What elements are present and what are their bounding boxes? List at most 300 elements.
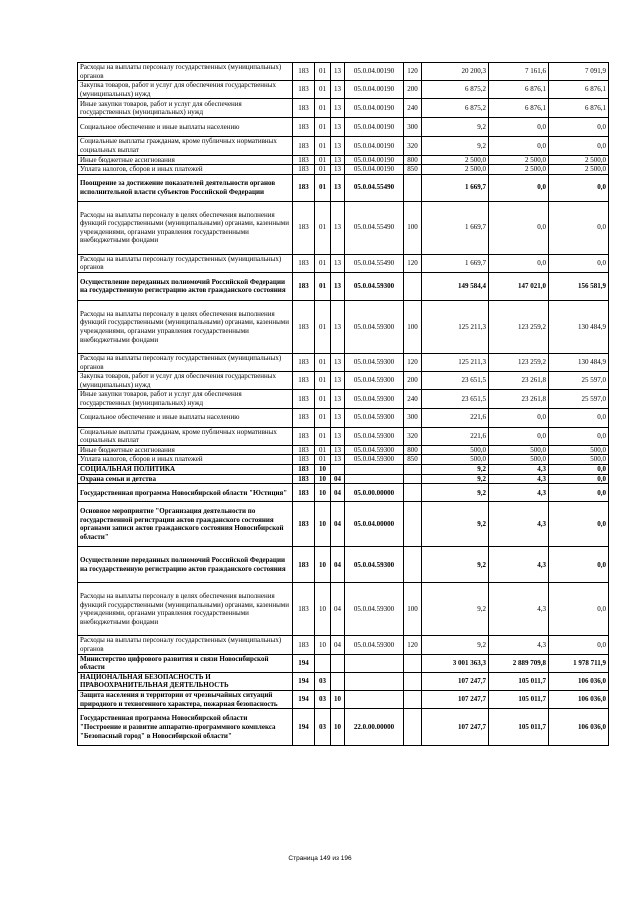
amount-year-2: 105 011,7	[489, 709, 549, 746]
section-code: 03	[315, 672, 331, 690]
amount-year-3: 0,0	[549, 174, 609, 201]
expense-type-code	[404, 272, 422, 300]
table-row	[78, 63, 609, 81]
amount-year-2: 6 876,1	[489, 99, 549, 118]
target-item-code: 05.0.04.00190	[345, 165, 404, 175]
section-code: 10	[315, 502, 331, 547]
grbs-code: 183	[293, 300, 315, 353]
amount-year-3: 0,0	[549, 408, 609, 427]
subsection-code: 13	[331, 390, 345, 408]
target-item-code	[345, 691, 404, 709]
amount-year-3: 0,0	[549, 137, 609, 155]
amount-year-2: 4,3	[489, 547, 549, 583]
amount-year-2: 4,3	[489, 502, 549, 547]
expense-name: Иные бюджетные ассигнования	[78, 445, 293, 455]
amount-year-3: 156 581,9	[549, 272, 609, 300]
expense-name: Закупка товаров, работ и услуг для обеспечения государственных (муниципальных) нужд	[78, 372, 293, 390]
expense-name: Государственная программа Новосибирской области "Юстиция"	[78, 484, 293, 502]
table-row	[78, 390, 609, 408]
amount-year-1: 2 500,0	[422, 165, 489, 175]
amount-year-2: 123 259,2	[489, 300, 549, 353]
expense-name: Охрана семьи и детства	[78, 474, 293, 484]
table-row	[78, 474, 609, 484]
amount-year-2: 2 500,0	[489, 165, 549, 175]
subsection-code: 13	[331, 99, 345, 118]
target-item-code	[345, 474, 404, 484]
subsection-code	[331, 464, 345, 474]
section-code: 01	[315, 455, 331, 465]
expense-type-code	[404, 174, 422, 201]
subsection-code: 13	[331, 81, 345, 99]
expense-name: Иные закупки товаров, работ и услуг для обеспечения государственных (муниципальных) нужд	[78, 390, 293, 408]
grbs-code: 183	[293, 464, 315, 474]
table-row	[78, 353, 609, 371]
amount-year-1: 9,2	[422, 118, 489, 137]
table-row	[78, 254, 609, 272]
section-code: 01	[315, 81, 331, 99]
expense-name: Расходы на выплаты персоналу государственных (муниципальных) органов	[78, 63, 293, 81]
subsection-code: 13	[331, 372, 345, 390]
expense-type-code: 300	[404, 408, 422, 427]
target-item-code: 05.0.04.00190	[345, 137, 404, 155]
amount-year-3: 0,0	[549, 547, 609, 583]
amount-year-3: 6 876,1	[549, 99, 609, 118]
amount-year-2: 0,0	[489, 408, 549, 427]
amount-year-3: 7 091,9	[549, 63, 609, 81]
grbs-code: 183	[293, 118, 315, 137]
target-item-code: 05.0.04.59300	[345, 272, 404, 300]
amount-year-1: 107 247,7	[422, 709, 489, 746]
subsection-code: 13	[331, 137, 345, 155]
section-code: 01	[315, 427, 331, 445]
target-item-code: 22.0.00.00000	[345, 709, 404, 746]
amount-year-2: 147 021,0	[489, 272, 549, 300]
amount-year-1: 1 669,7	[422, 254, 489, 272]
section-code: 01	[315, 254, 331, 272]
section-code: 01	[315, 63, 331, 81]
section-code: 01	[315, 137, 331, 155]
table-row	[78, 165, 609, 175]
expense-name: Расходы на выплаты персоналу государственных (муниципальных) органов	[78, 353, 293, 371]
amount-year-1: 221,6	[422, 427, 489, 445]
target-item-code: 05.0.04.59300	[345, 427, 404, 445]
target-item-code: 05.0.04.59300	[345, 445, 404, 455]
subsection-code: 13	[331, 300, 345, 353]
subsection-code: 04	[331, 636, 345, 654]
target-item-code: 05.0.04.59300	[345, 390, 404, 408]
grbs-code: 183	[293, 201, 315, 254]
amount-year-2: 4,3	[489, 583, 549, 636]
expense-name: Расходы на выплаты персоналу в целях обеспечения выполнения функций государственными (муниципальными) органами, казенными учреждениями, органами управления государственными внебюджетными фондами	[78, 201, 293, 254]
expense-name: Расходы на выплаты персоналу государственных (муниципальных) органов	[78, 636, 293, 654]
target-item-code: 05.0.04.59300	[345, 372, 404, 390]
amount-year-2: 0,0	[489, 254, 549, 272]
amount-year-1: 500,0	[422, 455, 489, 465]
grbs-code: 194	[293, 654, 315, 672]
target-item-code: 05.0.04.55490	[345, 254, 404, 272]
amount-year-2: 2 889 709,8	[489, 654, 549, 672]
table-row	[78, 484, 609, 502]
expense-type-code: 800	[404, 445, 422, 455]
expense-name: Уплата налогов, сборов и иных платежей	[78, 165, 293, 175]
expense-type-code: 320	[404, 137, 422, 155]
subsection-code: 04	[331, 484, 345, 502]
subsection-code: 13	[331, 201, 345, 254]
amount-year-1: 9,2	[422, 636, 489, 654]
amount-year-1: 9,2	[422, 484, 489, 502]
section-code: 03	[315, 691, 331, 709]
target-item-code: 05.0.04.59300	[345, 636, 404, 654]
target-item-code: 05.0.04.00190	[345, 99, 404, 118]
amount-year-2: 0,0	[489, 201, 549, 254]
target-item-code: 05.0.04.59300	[345, 547, 404, 583]
amount-year-3: 25 597,0	[549, 372, 609, 390]
expense-type-code	[404, 672, 422, 690]
amount-year-3: 2 500,0	[549, 155, 609, 165]
section-code: 01	[315, 272, 331, 300]
table-row	[78, 118, 609, 137]
subsection-code	[331, 654, 345, 672]
expense-name: Уплата налогов, сборов и иных платежей	[78, 455, 293, 465]
expense-name: Государственная программа Новосибирской области "Построение и развитие аппаратно-программного комплекса "Безопасный город" в Новосибирской области"	[78, 709, 293, 746]
amount-year-3: 106 036,0	[549, 672, 609, 690]
expense-type-code: 320	[404, 427, 422, 445]
grbs-code: 183	[293, 63, 315, 81]
grbs-code: 183	[293, 445, 315, 455]
subsection-code: 10	[331, 709, 345, 746]
target-item-code: 05.0.04.59300	[345, 408, 404, 427]
expense-name: Министерство цифрового развития и связи Новосибирской области	[78, 654, 293, 672]
amount-year-3: 0,0	[549, 502, 609, 547]
section-code: 10	[315, 547, 331, 583]
amount-year-3: 25 597,0	[549, 390, 609, 408]
section-code: 01	[315, 118, 331, 137]
target-item-code: 05.0.04.00190	[345, 118, 404, 137]
amount-year-1: 500,0	[422, 445, 489, 455]
amount-year-3: 130 484,9	[549, 353, 609, 371]
section-code: 01	[315, 390, 331, 408]
section-code: 03	[315, 709, 331, 746]
amount-year-1: 6 875,2	[422, 81, 489, 99]
table-row	[78, 672, 609, 690]
section-code: 01	[315, 372, 331, 390]
expense-type-code: 240	[404, 99, 422, 118]
section-code: 01	[315, 353, 331, 371]
subsection-code: 10	[331, 691, 345, 709]
expense-name: Иные бюджетные ассигнования	[78, 155, 293, 165]
section-code: 01	[315, 300, 331, 353]
amount-year-2: 23 261,8	[489, 390, 549, 408]
subsection-code: 13	[331, 155, 345, 165]
amount-year-2: 0,0	[489, 427, 549, 445]
grbs-code: 183	[293, 272, 315, 300]
grbs-code: 183	[293, 165, 315, 175]
grbs-code: 183	[293, 502, 315, 547]
section-code: 10	[315, 484, 331, 502]
amount-year-2: 23 261,8	[489, 372, 549, 390]
amount-year-3: 6 876,1	[549, 81, 609, 99]
amount-year-2: 7 161,6	[489, 63, 549, 81]
amount-year-2: 0,0	[489, 174, 549, 201]
amount-year-1: 23 651,5	[422, 390, 489, 408]
expense-type-code: 120	[404, 353, 422, 371]
table-row	[78, 99, 609, 118]
section-code	[315, 654, 331, 672]
expense-type-code: 120	[404, 63, 422, 81]
amount-year-1: 1 669,7	[422, 201, 489, 254]
target-item-code: 05.0.00.00000	[345, 484, 404, 502]
page-number: Страница 149 из 196	[288, 855, 352, 862]
subsection-code: 13	[331, 353, 345, 371]
target-item-code: 05.0.04.59300	[345, 455, 404, 465]
amount-year-3: 0,0	[549, 201, 609, 254]
amount-year-2: 0,0	[489, 118, 549, 137]
table-row	[78, 137, 609, 155]
expense-type-code: 850	[404, 165, 422, 175]
expense-type-code: 240	[404, 390, 422, 408]
amount-year-1: 221,6	[422, 408, 489, 427]
amount-year-1: 9,2	[422, 137, 489, 155]
expense-name: Расходы на выплаты персоналу в целях обеспечения выполнения функций государственными (муниципальными) органами, казенными учреждениями, органами управления государственными внебюджетными фондами	[78, 300, 293, 353]
table-row	[78, 81, 609, 99]
expense-name: Осуществление переданных полномочий Российской Федерации на государственную регистрацию актов гражданского состояния	[78, 272, 293, 300]
table-row	[78, 445, 609, 455]
amount-year-3: 106 036,0	[549, 691, 609, 709]
amount-year-1: 9,2	[422, 547, 489, 583]
expense-type-code	[404, 691, 422, 709]
amount-year-2: 4,3	[489, 484, 549, 502]
expense-type-code	[404, 654, 422, 672]
target-item-code: 05.0.04.59300	[345, 353, 404, 371]
table-row	[78, 654, 609, 672]
table-row	[78, 464, 609, 474]
section-code: 10	[315, 464, 331, 474]
subsection-code: 04	[331, 474, 345, 484]
amount-year-3: 500,0	[549, 445, 609, 455]
expense-name: Социальные выплаты гражданам, кроме публичных нормативных социальных выплат	[78, 137, 293, 155]
table-row	[78, 372, 609, 390]
section-code: 10	[315, 583, 331, 636]
subsection-code: 13	[331, 118, 345, 137]
section-code: 01	[315, 408, 331, 427]
expense-name: НАЦИОНАЛЬНАЯ БЕЗОПАСНОСТЬ И ПРАВООХРАНИТЕЛЬНАЯ ДЕЯТЕЛЬНОСТЬ	[78, 672, 293, 690]
subsection-code: 13	[331, 272, 345, 300]
table-row	[78, 155, 609, 165]
grbs-code: 194	[293, 709, 315, 746]
amount-year-2: 500,0	[489, 445, 549, 455]
grbs-code: 183	[293, 99, 315, 118]
amount-year-2: 4,3	[489, 474, 549, 484]
section-code: 01	[315, 445, 331, 455]
amount-year-3: 0,0	[549, 118, 609, 137]
target-item-code: 05.0.04.55490	[345, 201, 404, 254]
grbs-code: 183	[293, 353, 315, 371]
section-code: 01	[315, 174, 331, 201]
expense-name: Социальные выплаты гражданам, кроме публичных нормативных социальных выплат	[78, 427, 293, 445]
expense-type-code: 120	[404, 636, 422, 654]
subsection-code	[331, 672, 345, 690]
table-row	[78, 502, 609, 547]
subsection-code: 13	[331, 445, 345, 455]
expense-name: Защита населения и территории от чрезвычайных ситуаций природного и техногенного характера, пожарная безопасность	[78, 691, 293, 709]
expense-type-code	[404, 709, 422, 746]
expense-type-code	[404, 547, 422, 583]
subsection-code: 13	[331, 174, 345, 201]
expense-type-code: 300	[404, 118, 422, 137]
amount-year-1: 1 669,7	[422, 174, 489, 201]
section-code: 01	[315, 155, 331, 165]
amount-year-1: 6 875,2	[422, 99, 489, 118]
amount-year-3: 0,0	[549, 636, 609, 654]
expense-name: Закупка товаров, работ и услуг для обеспечения государственных (муниципальных) нужд	[78, 81, 293, 99]
target-item-code	[345, 654, 404, 672]
grbs-code: 183	[293, 408, 315, 427]
target-item-code	[345, 672, 404, 690]
expense-name: СОЦИАЛЬНАЯ ПОЛИТИКА	[78, 464, 293, 474]
grbs-code: 194	[293, 672, 315, 690]
amount-year-3: 0,0	[549, 464, 609, 474]
expense-type-code: 800	[404, 155, 422, 165]
section-code: 01	[315, 165, 331, 175]
subsection-code: 13	[331, 165, 345, 175]
section-code: 10	[315, 636, 331, 654]
subsection-code: 13	[331, 254, 345, 272]
expense-type-code: 100	[404, 300, 422, 353]
grbs-code: 183	[293, 81, 315, 99]
grbs-code: 183	[293, 474, 315, 484]
amount-year-1: 107 247,7	[422, 691, 489, 709]
amount-year-3: 1 978 711,9	[549, 654, 609, 672]
expense-name: Социальное обеспечение и иные выплаты населению	[78, 118, 293, 137]
amount-year-2: 500,0	[489, 455, 549, 465]
budget-table	[77, 62, 609, 746]
target-item-code: 05.0.04.55490	[345, 174, 404, 201]
table-row	[78, 709, 609, 746]
subsection-code: 13	[331, 408, 345, 427]
expense-name: Расходы на выплаты персоналу государственных (муниципальных) органов	[78, 254, 293, 272]
amount-year-3: 0,0	[549, 254, 609, 272]
target-item-code	[345, 464, 404, 474]
expense-type-code: 200	[404, 372, 422, 390]
section-code: 10	[315, 474, 331, 484]
amount-year-1: 9,2	[422, 474, 489, 484]
amount-year-3: 106 036,0	[549, 709, 609, 746]
amount-year-1: 20 200,3	[422, 63, 489, 81]
table-row	[78, 408, 609, 427]
target-item-code: 05.0.04.00000	[345, 502, 404, 547]
table-row	[78, 174, 609, 201]
amount-year-1: 107 247,7	[422, 672, 489, 690]
amount-year-2: 2 500,0	[489, 155, 549, 165]
amount-year-2: 6 876,1	[489, 81, 549, 99]
amount-year-1: 23 651,5	[422, 372, 489, 390]
amount-year-3: 0,0	[549, 427, 609, 445]
section-code: 01	[315, 201, 331, 254]
table-row	[78, 583, 609, 636]
expense-type-code: 850	[404, 455, 422, 465]
grbs-code: 183	[293, 137, 315, 155]
amount-year-3: 500,0	[549, 455, 609, 465]
amount-year-1: 9,2	[422, 502, 489, 547]
expense-name: Поощрение за достижение показателей деятельности органов исполнительной власти субъектов Российской Федерации	[78, 174, 293, 201]
grbs-code: 183	[293, 484, 315, 502]
expense-type-code	[404, 502, 422, 547]
grbs-code: 183	[293, 155, 315, 165]
expense-name: Осуществление переданных полномочий Российской Федерации на государственную регистрацию актов гражданского состояния	[78, 547, 293, 583]
amount-year-2: 4,3	[489, 464, 549, 474]
expense-type-code: 100	[404, 583, 422, 636]
amount-year-2: 105 011,7	[489, 691, 549, 709]
grbs-code: 183	[293, 390, 315, 408]
amount-year-3: 2 500,0	[549, 165, 609, 175]
amount-year-3: 130 484,9	[549, 300, 609, 353]
table-row	[78, 691, 609, 709]
target-item-code: 05.0.04.59300	[345, 300, 404, 353]
table-row	[78, 427, 609, 445]
table-row	[78, 300, 609, 353]
grbs-code: 183	[293, 636, 315, 654]
expense-type-code	[404, 484, 422, 502]
target-item-code: 05.0.04.00190	[345, 81, 404, 99]
expense-type-code	[404, 474, 422, 484]
grbs-code: 183	[293, 174, 315, 201]
table-row	[78, 455, 609, 465]
table-row	[78, 272, 609, 300]
target-item-code: 05.0.04.00190	[345, 63, 404, 81]
amount-year-2: 0,0	[489, 137, 549, 155]
subsection-code: 13	[331, 455, 345, 465]
table-row	[78, 201, 609, 254]
amount-year-1: 3 001 363,3	[422, 654, 489, 672]
table-row	[78, 547, 609, 583]
target-item-code: 05.0.04.00190	[345, 155, 404, 165]
amount-year-1: 9,2	[422, 583, 489, 636]
amount-year-2: 123 259,2	[489, 353, 549, 371]
grbs-code: 183	[293, 254, 315, 272]
expense-type-code: 200	[404, 81, 422, 99]
grbs-code: 183	[293, 372, 315, 390]
amount-year-1: 125 211,3	[422, 300, 489, 353]
amount-year-2: 4,3	[489, 636, 549, 654]
subsection-code: 04	[331, 583, 345, 636]
amount-year-1: 149 584,4	[422, 272, 489, 300]
grbs-code: 183	[293, 583, 315, 636]
amount-year-1: 2 500,0	[422, 155, 489, 165]
amount-year-3: 0,0	[549, 484, 609, 502]
expense-name: Иные закупки товаров, работ и услуг для обеспечения государственных (муниципальных) нужд	[78, 99, 293, 118]
grbs-code: 183	[293, 455, 315, 465]
expense-type-code: 100	[404, 201, 422, 254]
subsection-code: 04	[331, 547, 345, 583]
grbs-code: 194	[293, 691, 315, 709]
subsection-code: 13	[331, 63, 345, 81]
amount-year-2: 105 011,7	[489, 672, 549, 690]
amount-year-3: 0,0	[549, 583, 609, 636]
subsection-code: 04	[331, 502, 345, 547]
grbs-code: 183	[293, 427, 315, 445]
expense-name: Расходы на выплаты персоналу в целях обеспечения выполнения функций государственными (муниципальными) органами, казенными учреждениями, органами управления государственными внебюджетными фондами	[78, 583, 293, 636]
expense-type-code	[404, 464, 422, 474]
amount-year-1: 9,2	[422, 464, 489, 474]
amount-year-3: 0,0	[549, 474, 609, 484]
section-code: 01	[315, 99, 331, 118]
target-item-code: 05.0.04.59300	[345, 583, 404, 636]
amount-year-1: 125 211,3	[422, 353, 489, 371]
expense-type-code: 120	[404, 254, 422, 272]
subsection-code: 13	[331, 427, 345, 445]
grbs-code: 183	[293, 547, 315, 583]
expense-name: Основное мероприятие "Организация деятельности по государственной регистрации актов гражданского состояния органами записи актов гражданского состояния Новосибирской области"	[78, 502, 293, 547]
